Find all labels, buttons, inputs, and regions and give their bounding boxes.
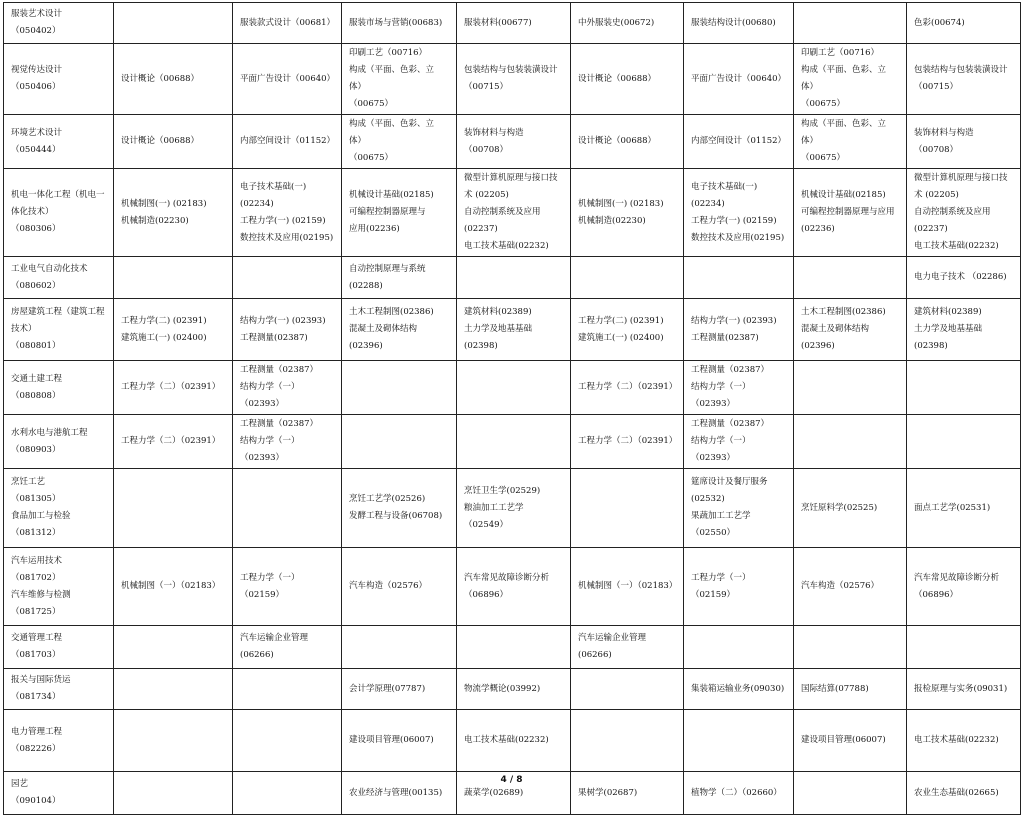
course-cell: 建筑材料(02389) 土力学及地基基础 (02398): [457, 299, 571, 361]
course-cell: 电工技术基础(02232): [907, 710, 1021, 772]
major-cell: 机电一体化工程（机电一体化技术） （080306）: [4, 169, 114, 257]
course-cell: 烹饪卫生学(02529) 粮油加工工艺学（02549）: [457, 469, 571, 548]
major-cell: 烹饪工艺 （081305） 食品加工与检验 （081312）: [4, 469, 114, 548]
major-cell: 房屋建筑工程（建筑工程技术） （080801）: [4, 299, 114, 361]
course-cell: 工程力学(二) (02391) 建筑施工(一) (02400): [571, 299, 684, 361]
course-cell: [794, 257, 907, 299]
course-cell: [342, 626, 457, 669]
table-row: [4, 3, 1021, 44]
table-row: [4, 44, 1021, 115]
course-cell: 服装材料(00677): [457, 3, 571, 44]
table-row: [4, 115, 1021, 169]
major-cell: 交通土建工程 （080808）: [4, 361, 114, 415]
course-cell: [342, 415, 457, 469]
course-cell: [571, 257, 684, 299]
course-cell: 设计概论（00688）: [571, 115, 684, 169]
major-cell: 汽车运用技术 （081702） 汽车维修与检测 （081725）: [4, 548, 114, 626]
course-cell: 装饰材料与构造（00708）: [907, 115, 1021, 169]
major-cell: 环境艺术设计 （050444）: [4, 115, 114, 169]
table-row: [4, 469, 1021, 548]
major-cell: 视觉传达设计 （050406）: [4, 44, 114, 115]
course-cell: 汽车运输企业管理 (06266): [571, 626, 684, 669]
course-cell: [684, 710, 794, 772]
course-cell: 报检原理与实务(09031): [907, 669, 1021, 710]
major-cell: 水利水电与港航工程 （080903）: [4, 415, 114, 469]
table-row: [4, 415, 1021, 469]
course-cell: 汽车常见故障诊断分析 （06896）: [457, 548, 571, 626]
course-cell: 结构力学(一) (02393) 工程测量(02387): [684, 299, 794, 361]
course-cell: 汽车构造（02576）: [342, 548, 457, 626]
course-cell: 工程测量（02387） 结构力学（一）（02393）: [684, 415, 794, 469]
course-cell: 印刷工艺（00716） 构成（平面、色彩、立体） （00675）: [794, 44, 907, 115]
course-cell: 工程力学（一）（02159）: [233, 548, 342, 626]
course-cell: [457, 626, 571, 669]
course-cell: 服装款式设计（00681）: [233, 3, 342, 44]
major-cell: 园艺 （090104）: [4, 772, 114, 815]
course-cell: 汽车常见故障诊断分析 （06896）: [907, 548, 1021, 626]
course-cell: 服装市场与营销(00683): [342, 3, 457, 44]
course-cell: 汽车运输企业管理 (06266): [233, 626, 342, 669]
major-cell: 服装艺术设计 （050402）: [4, 3, 114, 44]
course-cell: 农业经济与管理(00135): [342, 772, 457, 815]
course-cell: 设计概论（00688）: [114, 115, 233, 169]
course-cell: 包装结构与包装装潢设计 （00715）: [457, 44, 571, 115]
course-cell: 建设项目管理(06007): [794, 710, 907, 772]
course-cell: 色彩(00674): [907, 3, 1021, 44]
course-cell: [571, 710, 684, 772]
table-row: [4, 299, 1021, 361]
course-cell: 物流学概论(03992): [457, 669, 571, 710]
course-cell: 平面广告设计（00640）: [684, 44, 794, 115]
course-cell: 微型计算机原理与接口技术 (02205) 自动控制系统及应用 (02237) 电工技术基础(02232): [457, 169, 571, 257]
course-cell: 电工技术基础(02232): [457, 710, 571, 772]
course-cell: 工程力学（一）（02159）: [684, 548, 794, 626]
exam-schedule-table: [3, 2, 1021, 815]
course-cell: 果树学(02687): [571, 772, 684, 815]
course-cell: [457, 361, 571, 415]
course-cell: 工程力学（二）（02391）: [114, 415, 233, 469]
course-cell: 服装结构设计(00680): [684, 3, 794, 44]
major-cell: 报关与国际货运 （081734）: [4, 669, 114, 710]
course-cell: [233, 669, 342, 710]
major-cell: 交通管理工程 （081703）: [4, 626, 114, 669]
course-cell: [794, 3, 907, 44]
course-cell: [571, 669, 684, 710]
course-cell: 汽车构造（02576）: [794, 548, 907, 626]
table-row: [4, 626, 1021, 669]
major-cell: 电力管理工程 （082226）: [4, 710, 114, 772]
course-cell: 结构力学(一) (02393) 工程测量(02387): [233, 299, 342, 361]
course-cell: 构成（平面、色彩、立体） （00675）: [794, 115, 907, 169]
course-cell: 设计概论（00688）: [571, 44, 684, 115]
course-cell: [114, 257, 233, 299]
course-cell: [114, 469, 233, 548]
course-cell: 自动控制原理与系统 (02288): [342, 257, 457, 299]
course-cell: 烹饪原料学(02525): [794, 469, 907, 548]
course-cell: 机械制图(一) (02183) 机械制造(02230): [114, 169, 233, 257]
course-cell: 构成（平面、色彩、立体） （00675）: [342, 115, 457, 169]
page-number: 4 / 8: [500, 775, 523, 785]
course-cell: [233, 469, 342, 548]
course-cell: [794, 415, 907, 469]
course-cell: 筵席设计及餐厅服务 (02532) 果蔬加工工艺学（02550）: [684, 469, 794, 548]
course-cell: 建筑材料(02389) 土力学及地基基础 (02398): [907, 299, 1021, 361]
course-cell: 机械制图（一）（02183）: [571, 548, 684, 626]
course-cell: 包装结构与包装装潢设计 （00715）: [907, 44, 1021, 115]
course-cell: [114, 710, 233, 772]
course-cell: 工程测量（02387） 结构力学（一）（02393）: [233, 361, 342, 415]
course-cell: 平面广告设计（00640）: [233, 44, 342, 115]
course-cell: 工程测量（02387） 结构力学（一）（02393）: [684, 361, 794, 415]
table-row: [4, 548, 1021, 626]
course-cell: [233, 710, 342, 772]
course-cell: 工程测量（02387） 结构力学（一）（02393）: [233, 415, 342, 469]
course-cell: [907, 626, 1021, 669]
course-cell: 建设项目管理(06007): [342, 710, 457, 772]
course-cell: [907, 415, 1021, 469]
course-cell: [114, 3, 233, 44]
course-cell: [907, 361, 1021, 415]
course-cell: [684, 626, 794, 669]
table-row: [4, 669, 1021, 710]
course-cell: 电子技术基础(一) (02234) 工程力学(一) (02159) 数控技术及应用(02195): [684, 169, 794, 257]
course-cell: 国际结算(07788): [794, 669, 907, 710]
table-row: [4, 169, 1021, 257]
course-cell: 中外服装史(00672): [571, 3, 684, 44]
course-cell: [457, 415, 571, 469]
course-cell: 土木工程制图(02386) 混凝土及砌体结构 (02396): [794, 299, 907, 361]
course-cell: 机械制图（一）（02183）: [114, 548, 233, 626]
course-cell: 烹饪工艺学(02526) 发酵工程与设备(06708): [342, 469, 457, 548]
course-cell: 印刷工艺（00716） 构成（平面、色彩、立体） （00675）: [342, 44, 457, 115]
course-cell: 机械设计基础(02185) 可编程控制器原理与应用 (02236): [794, 169, 907, 257]
course-cell: 装饰材料与构造（00708）: [457, 115, 571, 169]
course-cell: 机械制图(一) (02183) 机械制造(02230): [571, 169, 684, 257]
course-cell: 微型计算机原理与接口技术 (02205) 自动控制系统及应用 (02237) 电工技术基础(02232): [907, 169, 1021, 257]
course-cell: 面点工艺学(02531): [907, 469, 1021, 548]
course-cell: 农业生态基础(02665): [907, 772, 1021, 815]
table-row: [4, 361, 1021, 415]
course-cell: 植物学（二）（02660）: [684, 772, 794, 815]
course-cell: 机械设计基础(02185) 可编程控制器原理与 应用(02236): [342, 169, 457, 257]
course-cell: [114, 669, 233, 710]
course-cell: 工程力学(二) (02391) 建筑施工(一) (02400): [114, 299, 233, 361]
course-cell: 会计学原理(07787): [342, 669, 457, 710]
course-cell: 工程力学（二）（02391）: [114, 361, 233, 415]
major-cell: 工业电气自动化技术 （080602）: [4, 257, 114, 299]
course-cell: 内部空间设计（01152）: [684, 115, 794, 169]
course-cell: 蔬菜学(02689): [457, 772, 571, 815]
course-cell: 工程力学（二）（02391）: [571, 361, 684, 415]
course-cell: [794, 361, 907, 415]
course-cell: 土木工程制图(02386) 混凝土及砌体结构(02396): [342, 299, 457, 361]
course-cell: 电力电子技术 （02286): [907, 257, 1021, 299]
course-cell: [794, 626, 907, 669]
course-cell: 内部空间设计（01152）: [233, 115, 342, 169]
course-cell: [684, 257, 794, 299]
course-cell: 设计概论（00688）: [114, 44, 233, 115]
course-cell: 工程力学（二）（02391）: [571, 415, 684, 469]
course-cell: [571, 469, 684, 548]
course-cell: [342, 361, 457, 415]
course-cell: [457, 257, 571, 299]
course-cell: [233, 257, 342, 299]
course-cell: [114, 626, 233, 669]
table-row: [4, 710, 1021, 772]
course-cell: 电子技术基础(一) (02234) 工程力学(一) (02159) 数控技术及应用(02195): [233, 169, 342, 257]
course-cell: 集装箱运输业务(09030): [684, 669, 794, 710]
table-row: [4, 257, 1021, 299]
